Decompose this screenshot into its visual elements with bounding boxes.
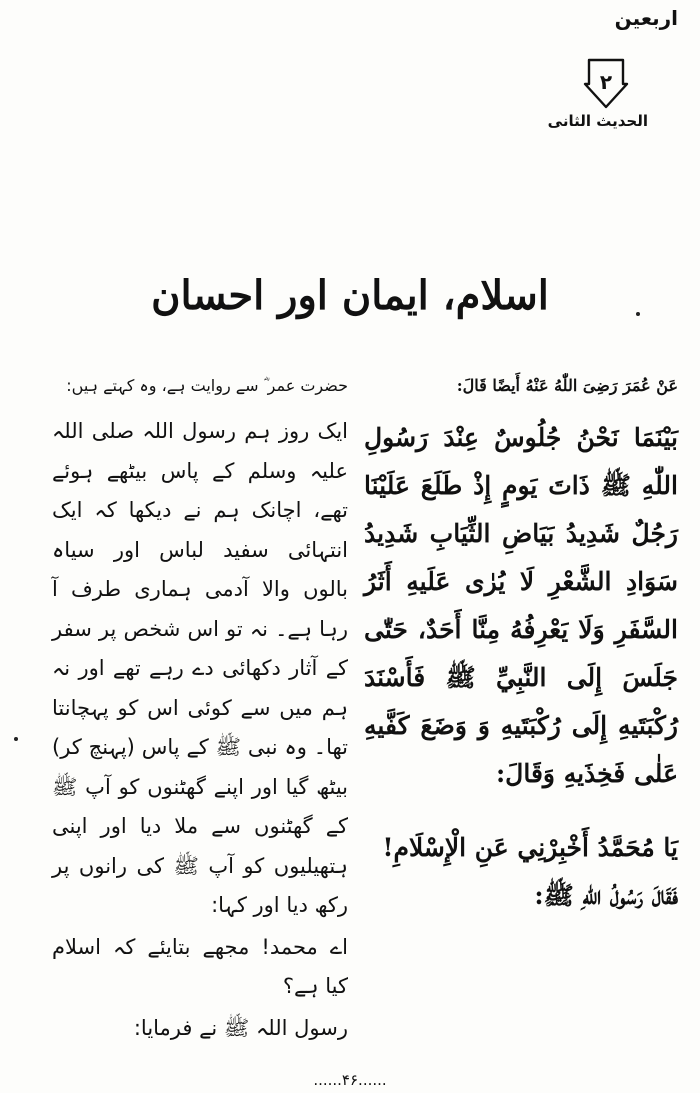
arabic-body: بَيْنَمَا نَحْنُ جُلُوسٌ عِنْدَ رَسُولِ اللّٰهِ ﷺ ذَاتَ يَومٍ إِذْ طَلَعَ عَلَيْنَا رَجُلٌ شَدِيدُ بَيَاضِ الثِّيَابِ شَدِيدُ سَوَادِ الشَّعْرِ لَا يُرٰى عَلَيهِ أَثَرُ السَّفَرِ وَلَا يَعْرِفُهُ مِنَّا أَحَدٌ، حَتّٰى جَلَسَ إِلَى النَّبِيِّ ﷺ فَأَسْنَدَ رُكْبَتَيهِ إِلَى رُكْبَتَيهِ وَ وَضَعَ كَفَّيهِ عَلٰى فَخِذَيهِ وَقَالَ: xyxy=(364,423,678,788)
running-title: اربعین xyxy=(614,6,678,30)
arabic-answer-intro: فَقَالَ رَسُولُ اللّٰهِ ﷺ: xyxy=(534,881,678,910)
hadith-label: الحدیث الثانی xyxy=(547,112,648,130)
arabic-isnad: عَنْ عُمَرَ رَضِیَ اللّٰهُ عَنْهُ أَيضًا قَالَ: xyxy=(456,376,678,395)
hadith-number-badge xyxy=(547,58,648,148)
urdu-answer-intro: رسول اللہ ﷺ نے فرمایا: xyxy=(133,1015,348,1040)
urdu-body: ایک روز ہم رسول اللہ صلی اللہ علیہ وسلم کے پاس بیٹھے ہوئے تھے، اچانک ہم نے دیکھا کہ ایک انتہائی سفید لباس اور سیاہ بالوں والا آدمی ہماری طرف آ رہا ہے۔ نہ تو اس شخص پر سفر کے آثار دکھائی دے رہے تھے اور نہ ہم میں سے کوئی اس کو پہچانتا تھا۔ وہ نبی ﷺ کے پاس (پہنچ کر) بیٹھ گیا اور اپنے گھٹنوں کو آپ ﷺ کے گھٹنوں سے ملا دیا اور اپنی ہتھیلیوں کو آپ ﷺ کی رانوں پر رکھ دیا اور کہا: xyxy=(52,419,348,917)
print-speck xyxy=(14,737,18,741)
urdu-question: اے محمد! مجھے بتایئے کہ اسلام کیا ہے؟ xyxy=(52,934,348,998)
print-speck xyxy=(636,312,640,316)
arabic-column xyxy=(364,372,678,920)
urdu-intro: حضرت عمر ؓ سے روایت ہے، وہ کہتے ہیں: xyxy=(66,376,348,395)
hadith-number: ۲ xyxy=(599,70,613,94)
urdu-column xyxy=(52,372,348,1048)
arabic-question: يَا مُحَمَّدُ أَخْبِرْنِي عَنِ الْإِسْلَامِ! xyxy=(382,833,678,862)
page-number: ......۴۶...... xyxy=(313,1071,387,1089)
page-title: اسلام، ایمان اور احسان xyxy=(151,272,549,319)
